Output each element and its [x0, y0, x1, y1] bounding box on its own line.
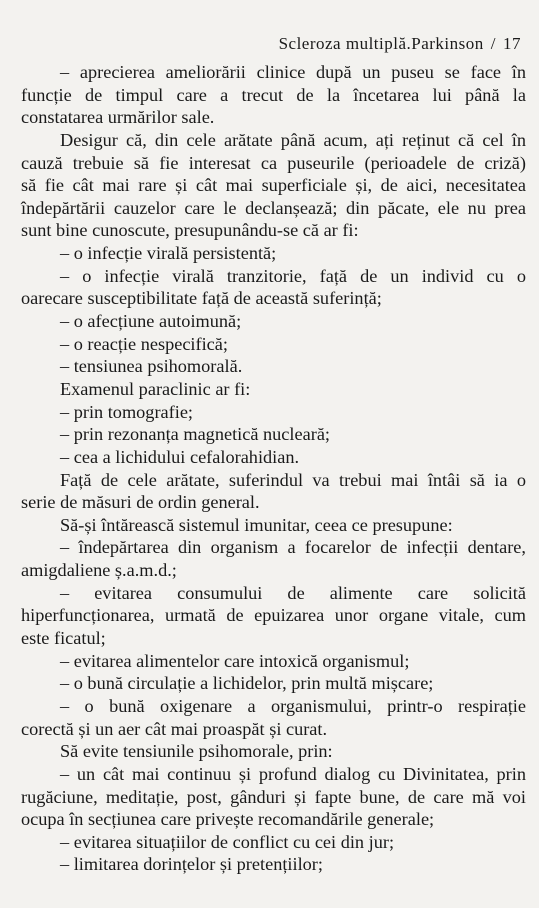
text-line: constatarea urmărilor sale.	[21, 107, 215, 128]
text-line: – aprecierea ameliorării clinice după un puseu se face în	[60, 62, 526, 82]
text-line: – cea a lichidului cefalorahidian.	[60, 446, 300, 467]
text-line: serie de măsuri de ordin general.	[21, 492, 260, 513]
text-line: – un cât mai continuu și profund dialog cu Divinitatea, prin	[60, 763, 526, 784]
text-line: Față de cele arătate, suferindul va trebui mai întâi să ia o	[60, 469, 526, 490]
text-line: – evitarea alimentelor care intoxică organismul;	[60, 650, 410, 671]
header-separator: /	[490, 34, 496, 53]
text-line: – o bună circulație a lichidelor, prin multă mișcare;	[60, 673, 434, 694]
text-line: Să evite tensiunile psihomorale, prin:	[60, 741, 333, 762]
text-line: ocupa în secțiunea care privește recomandările generale;	[21, 809, 435, 830]
text-line: Să-și întărească sistemul imunitar, ceea ce presupune:	[60, 514, 453, 535]
page-number: 17	[503, 34, 521, 53]
text-line: – îndepărtarea din organism a focarelor de infecții dentare,	[60, 537, 526, 558]
text-line: – tensiunea psihomorală.	[60, 356, 243, 377]
text-line: să fie cât mai rare și cât mai superficiale și, de aici, necesitatea	[21, 175, 526, 196]
text-line: – o reacție nespecifică;	[60, 333, 228, 354]
text-line: sunt bine cunoscute, presupunându-se că ar fi:	[21, 220, 359, 241]
text-line: – evitarea situațiilor de conflict cu cei din jur;	[60, 831, 395, 852]
text-line: este ficatul;	[21, 628, 106, 649]
text-line: corectă și un aer cât mai proaspăt și curat.	[21, 718, 328, 739]
text-line: Desigur că, din cele arătate până acum, ați reținut că cel în	[60, 129, 526, 150]
text-line: – o afecțiune autoimună;	[60, 311, 242, 332]
text-line: – prin tomografie;	[60, 401, 194, 422]
text-line: hiperfuncționarea, urmată de epuizarea unor organe vitale, cum	[21, 605, 526, 626]
running-header	[279, 34, 521, 54]
text-line: funcție de timpul care a trecut de la încetarea lui până la	[21, 84, 526, 105]
text-line: – o bună oxigenare a organismului, printr-o respirație	[60, 695, 526, 716]
text-line: oarecare susceptibilitate față de această suferință;	[21, 288, 382, 309]
text-line: – o infecție virală persistentă;	[60, 243, 277, 264]
running-title: Scleroza multiplă.Parkinson	[278, 34, 484, 53]
text-line: Examenul paraclinic ar fi:	[60, 378, 251, 399]
text-line: rugăciune, meditație, post, gânduri și fapte bune, de care mă voi	[21, 786, 526, 807]
text-line: – limitarea dorințelor și pretențiilor;	[60, 854, 323, 875]
text-line: – o infecție virală tranzitorie, față de un individ cu o	[60, 265, 526, 286]
text-line: amigdaliene ș.a.m.d.;	[21, 560, 177, 581]
text-line: cauză trebuie să fie interesat ca puseurile (perioadele de criză)	[21, 152, 526, 173]
text-line: îndepărtării cauzelor care le declanșează; din păcate, ele nu prea	[21, 197, 526, 218]
body-text	[21, 61, 526, 876]
text-line: – prin rezonanța magnetică nucleară;	[60, 424, 331, 445]
text-line: – evitarea consumului de alimente care solicită	[60, 582, 526, 603]
